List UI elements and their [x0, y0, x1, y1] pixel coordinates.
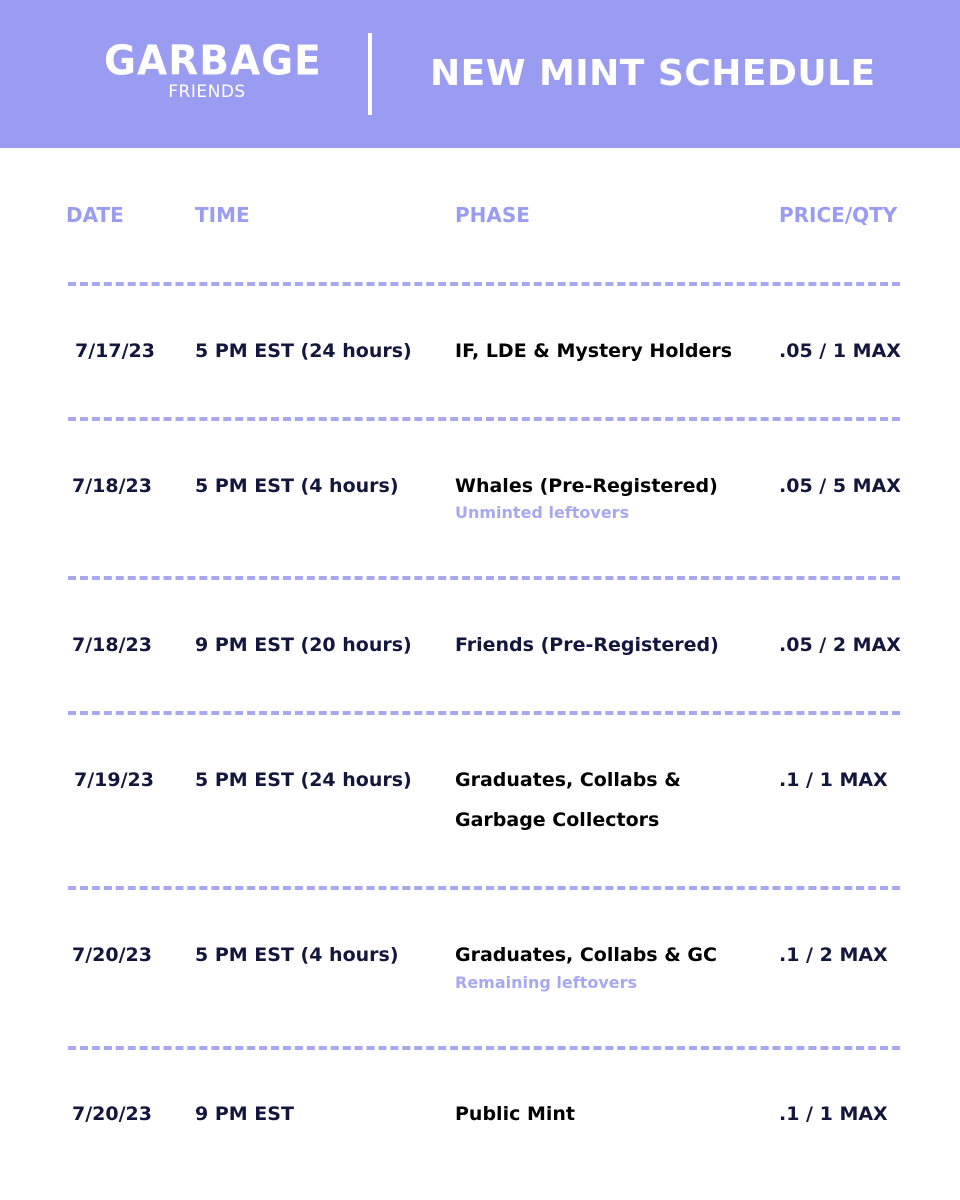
row-note: Remaining leftovers	[455, 973, 638, 992]
row-phase: Friends (Pre-Registered)	[455, 634, 719, 656]
column-header-price: PRICE/QTY	[779, 203, 898, 227]
garbage-friends-logo	[104, 37, 322, 102]
row-date: 7/20/23	[72, 944, 152, 966]
row-price: .1 / 1 MAX	[779, 769, 888, 791]
row-separator	[68, 576, 900, 580]
row-phase: Graduates, Collabs &	[455, 769, 681, 791]
row-phase: Public Mint	[455, 1103, 575, 1125]
row-time: 5 PM EST (4 hours)	[195, 475, 399, 497]
row-price: .1 / 2 MAX	[779, 944, 888, 966]
row-time: 5 PM EST (24 hours)	[195, 340, 412, 362]
row-time: 9 PM EST	[195, 1103, 294, 1125]
row-date: 7/20/23	[72, 1103, 152, 1125]
row-separator	[68, 417, 900, 421]
logo-main-text: GARBAGE	[104, 37, 322, 86]
row-date: 7/18/23	[72, 475, 152, 497]
column-header-phase: PHASE	[455, 203, 530, 227]
row-price: .05 / 1 MAX	[779, 340, 901, 362]
header-divider	[368, 33, 372, 115]
row-price: .1 / 1 MAX	[779, 1103, 888, 1125]
row-phase: Whales (Pre-Registered)	[455, 475, 718, 497]
row-time: 9 PM EST (20 hours)	[195, 634, 412, 656]
row-date: 7/19/23	[74, 769, 154, 791]
logo-sub-text: FRIENDS	[168, 82, 246, 102]
row-date: 7/18/23	[72, 634, 152, 656]
row-separator	[68, 886, 900, 890]
page-title: NEW MINT SCHEDULE	[430, 53, 876, 94]
row-time: 5 PM EST (4 hours)	[195, 944, 399, 966]
row-price: .05 / 5 MAX	[779, 475, 901, 497]
row-date: 7/17/23	[75, 340, 155, 362]
column-header-date: DATE	[66, 203, 124, 227]
row-separator	[68, 282, 900, 286]
row-phase-line-2: Garbage Collectors	[455, 809, 660, 831]
row-phase: IF, LDE & Mystery Holders	[455, 340, 733, 362]
row-phase: Graduates, Collabs & GC	[455, 944, 717, 966]
row-price: .05 / 2 MAX	[779, 634, 901, 656]
row-time: 5 PM EST (24 hours)	[195, 769, 412, 791]
column-header-time: TIME	[195, 203, 250, 227]
row-note: Unminted leftovers	[455, 503, 630, 522]
row-separator	[68, 711, 900, 715]
header-banner	[0, 0, 960, 148]
row-separator	[68, 1046, 900, 1050]
